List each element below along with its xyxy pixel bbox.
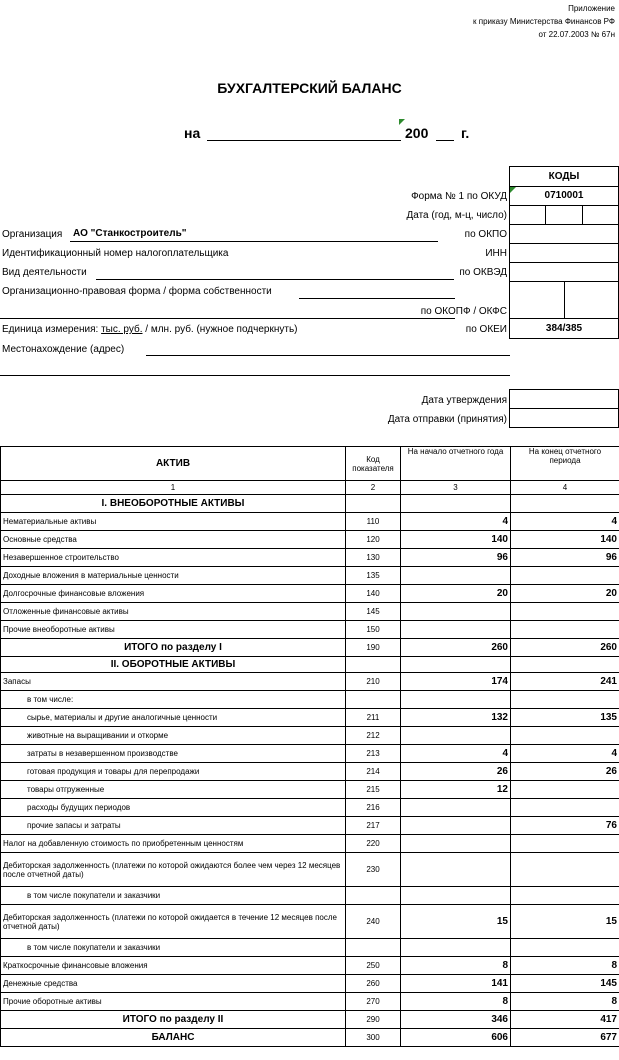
row-start-value[interactable]: 606 [401,1029,511,1047]
column-number-row [1,481,619,495]
row-code: 210 [346,673,401,691]
row-name: Прочие оборотные активы [1,993,346,1011]
comment-marker-icon [510,187,516,193]
row-code: 230 [346,853,401,887]
total-row [1,639,619,657]
header-end: На конец отчетного периода [511,447,619,481]
row-start-value[interactable]: 8 [401,957,511,975]
table-row [1,763,619,781]
date-code-cell[interactable] [509,205,619,225]
row-end-value[interactable]: 417 [511,1011,619,1029]
approval-date-cell[interactable] [509,389,619,409]
row-start-value[interactable]: 174 [401,673,511,691]
row-code: 214 [346,763,401,781]
row-end-value[interactable] [511,939,619,957]
row-name: Дебиторская задолженность (платежи по которой ожидается в течение 12 месяцев после отчетной даты) [1,905,346,939]
row-start-value[interactable] [401,621,511,639]
row-start-value[interactable]: 132 [401,709,511,727]
row-end-value[interactable]: 15 [511,905,619,939]
row-code [346,691,401,709]
row-name: Налог на добавленную стоимость по приобретенным ценностям [1,835,346,853]
row-start-value[interactable]: 4 [401,745,511,763]
row-name: сырье, материалы и другие аналогичные ценности [1,709,346,727]
row-code: 212 [346,727,401,745]
row-start-value[interactable]: 8 [401,993,511,1011]
row-start-value[interactable]: 20 [401,585,511,603]
sending-date-cell[interactable] [509,408,619,428]
row-code: 120 [346,531,401,549]
okpo-label: по ОКПО [464,229,507,240]
units-label: Единица измерения: [2,324,99,335]
row-name: Незавершенное строительство [1,549,346,567]
legal-form-field-line[interactable] [299,298,455,299]
row-code: 135 [346,567,401,585]
row-end-value[interactable]: 135 [511,709,619,727]
row-end-value[interactable]: 76 [511,817,619,835]
row-code: 290 [346,1011,401,1029]
table-row [1,727,619,745]
row-end-value[interactable] [511,603,619,621]
date-prefix: на [184,125,201,141]
row-code: 217 [346,817,401,835]
row-code: 240 [346,905,401,939]
legal-form-label: Организационно-правовая форма / форма собственности [2,286,272,297]
row-name: ИТОГО по разделу I [1,639,346,657]
row-name: товары отгруженные [1,781,346,799]
row-code: 220 [346,835,401,853]
table-row [1,709,619,727]
okved-cell[interactable] [509,262,619,282]
row-code: 130 [346,549,401,567]
row-code [346,657,401,673]
row-name: ИТОГО по разделу II [1,1011,346,1029]
section-row [1,495,619,513]
location-label: Местонахождение (адрес) [2,344,125,355]
row-end-value[interactable]: 8 [511,993,619,1011]
row-end-value[interactable]: 260 [511,639,619,657]
row-end-value[interactable]: 20 [511,585,619,603]
row-start-value[interactable]: 260 [401,639,511,657]
activity-field-line[interactable] [96,279,454,280]
row-name: Отложенные финансовые активы [1,603,346,621]
row-end-value[interactable] [511,887,619,905]
row-start-value[interactable] [401,817,511,835]
row-name: Нематериальные активы [1,513,346,531]
units-option-thousand: тыс. руб. [101,324,143,335]
row-end-value[interactable]: 241 [511,673,619,691]
row-end-value[interactable]: 26 [511,763,619,781]
row-name: Доходные вложения в материальные ценности [1,567,346,585]
row-end-value[interactable] [511,835,619,853]
row-end-value[interactable]: 145 [511,975,619,993]
total-row [1,1029,619,1047]
okpo-cell[interactable] [509,224,619,244]
row-end-value[interactable] [511,781,619,799]
row-code: 145 [346,603,401,621]
location-field-line[interactable] [146,355,510,356]
okud-value: 0710001 [544,190,584,201]
header-code: Код показателя [346,447,401,481]
row-code: 250 [346,957,401,975]
row-code: 260 [346,975,401,993]
okved-label: по ОКВЭД [459,267,507,278]
table-row [1,853,619,887]
row-name: готовая продукция и товары для перепродажи [1,763,346,781]
date-code-label: Дата (год, м-ц, число) [406,210,507,221]
units-line [2,324,298,335]
table-row [1,513,619,531]
row-start-value[interactable]: 4 [401,513,511,531]
row-name: Основные средства [1,531,346,549]
row-name: II. ОБОРОТНЫЕ АКТИВЫ [1,657,346,673]
legal-form-field-line-2[interactable] [0,318,455,319]
row-end-value[interactable]: 8 [511,957,619,975]
colnum-3: 3 [401,481,511,495]
okei-value: 384/385 [545,323,583,334]
row-end-value[interactable] [511,495,619,513]
activity-label: Вид деятельности [2,267,87,278]
table-row [1,585,619,603]
row-name: прочие запасы и затраты [1,817,346,835]
appendix-line-3: от 22.07.2003 № 67н [538,30,615,39]
inn-cell[interactable] [509,243,619,263]
table-row [1,673,619,691]
header-start: На начало отчетного года [401,447,511,481]
row-code: 190 [346,639,401,657]
appendix-line-2: к приказу Министерства Финансов РФ [473,17,615,26]
row-name: затраты в незавершенном производстве [1,745,346,763]
okei-cell [509,318,619,339]
table-row [1,993,619,1011]
row-code: 150 [346,621,401,639]
row-name: БАЛАНС [1,1029,346,1047]
table-row [1,817,619,835]
row-end-value[interactable] [511,621,619,639]
row-code: 213 [346,745,401,763]
row-code: 140 [346,585,401,603]
row-end-value[interactable]: 140 [511,531,619,549]
row-end-value[interactable] [511,691,619,709]
codes-header-cell [509,166,619,187]
okud-label: Форма № 1 по ОКУД [411,191,507,202]
row-name: I. ВНЕОБОРОТНЫЕ АКТИВЫ [1,495,346,513]
table-row [1,531,619,549]
row-end-value[interactable]: 96 [511,549,619,567]
row-name: в том числе покупатели и заказчики [1,939,346,957]
row-start-value[interactable]: 141 [401,975,511,993]
row-code [346,887,401,905]
table-row [1,691,619,709]
page-title: БУХГАЛТЕРСКИЙ БАЛАНС [217,80,402,96]
org-label: Организация [2,229,63,240]
row-code: 110 [346,513,401,531]
row-start-value[interactable] [401,887,511,905]
table-row [1,905,619,939]
appendix-note [473,2,615,41]
table-row [1,745,619,763]
okud-cell [509,186,619,206]
row-start-value[interactable] [401,567,511,585]
row-name: Долгосрочные финансовые вложения [1,585,346,603]
table-header-row [1,447,619,481]
org-value: АО "Станкостроитель" [73,228,187,239]
row-code [346,495,401,513]
table-row [1,939,619,957]
section-row [1,657,619,673]
inn-label: ИНН [485,248,507,259]
row-start-value[interactable] [401,727,511,745]
row-name: Денежные средства [1,975,346,993]
inn-text-label: Идентификационный номер налогоплательщика [2,248,229,259]
date-divider-2 [582,205,583,225]
row-start-value[interactable]: 346 [401,1011,511,1029]
date-suffix: г. [461,125,470,141]
date-year: 200 [405,125,429,141]
row-code: 270 [346,993,401,1011]
approval-date-label: Дата утверждения [421,395,507,406]
table-row [1,835,619,853]
codes-header: КОДЫ [548,171,580,182]
date-divider-1 [545,205,546,225]
row-name: Краткосрочные финансовые вложения [1,957,346,975]
row-end-value[interactable] [511,567,619,585]
location-field-line-2[interactable] [0,375,510,376]
table-row [1,621,619,639]
row-start-value[interactable] [401,853,511,887]
row-end-value[interactable]: 677 [511,1029,619,1047]
units-rest: / млн. руб. (нужное подчеркнуть) [145,324,298,335]
row-name: Прочие внеоборотные активы [1,621,346,639]
row-code: 300 [346,1029,401,1047]
row-start-value[interactable] [401,495,511,513]
row-name: Запасы [1,673,346,691]
row-start-value[interactable] [401,691,511,709]
row-end-value[interactable] [511,657,619,673]
table-row [1,549,619,567]
row-code [346,939,401,957]
row-end-value[interactable] [511,727,619,745]
table-row [1,781,619,799]
row-code: 216 [346,799,401,817]
sending-date-label: Дата отправки (принятия) [387,414,507,425]
colnum-1: 1 [1,481,346,495]
table-row [1,567,619,585]
colnum-4: 4 [511,481,619,495]
row-code: 211 [346,709,401,727]
row-start-value[interactable] [401,603,511,621]
row-name: в том числе: [1,691,346,709]
row-start-value[interactable]: 26 [401,763,511,781]
appendix-line-1: Приложение [568,4,615,13]
org-field-line[interactable] [70,241,438,242]
year-field-line[interactable] [436,140,454,141]
row-start-value[interactable]: 140 [401,531,511,549]
row-name: животные на выращивании и откорме [1,727,346,745]
row-start-value[interactable] [401,939,511,957]
table-row [1,975,619,993]
row-start-value[interactable] [401,799,511,817]
okei-label: по ОКЕИ [465,324,507,335]
row-end-value[interactable] [511,853,619,887]
row-start-value[interactable]: 96 [401,549,511,567]
colnum-2: 2 [346,481,401,495]
balance-table [0,446,619,1047]
row-end-value[interactable]: 4 [511,745,619,763]
table-row [1,957,619,975]
table-row [1,603,619,621]
row-name: расходы будущих периодов [1,799,346,817]
okopf-label: по ОКОПФ / ОКФС [420,306,507,317]
okopf-divider [564,281,565,319]
row-code: 215 [346,781,401,799]
row-start-value[interactable]: 12 [401,781,511,799]
header-asset: АКТИВ [1,447,346,481]
table-row [1,799,619,817]
total-row [1,1011,619,1029]
row-name: Дебиторская задолженность (платежи по которой ожидаются более чем через 12 месяцев после отчетной даты) [1,853,346,887]
row-end-value[interactable]: 4 [511,513,619,531]
row-start-value[interactable]: 15 [401,905,511,939]
date-field-line[interactable] [207,140,401,141]
row-name: в том числе покупатели и заказчики [1,887,346,905]
row-start-value[interactable] [401,657,511,673]
row-start-value[interactable] [401,835,511,853]
table-row [1,887,619,905]
row-end-value[interactable] [511,799,619,817]
